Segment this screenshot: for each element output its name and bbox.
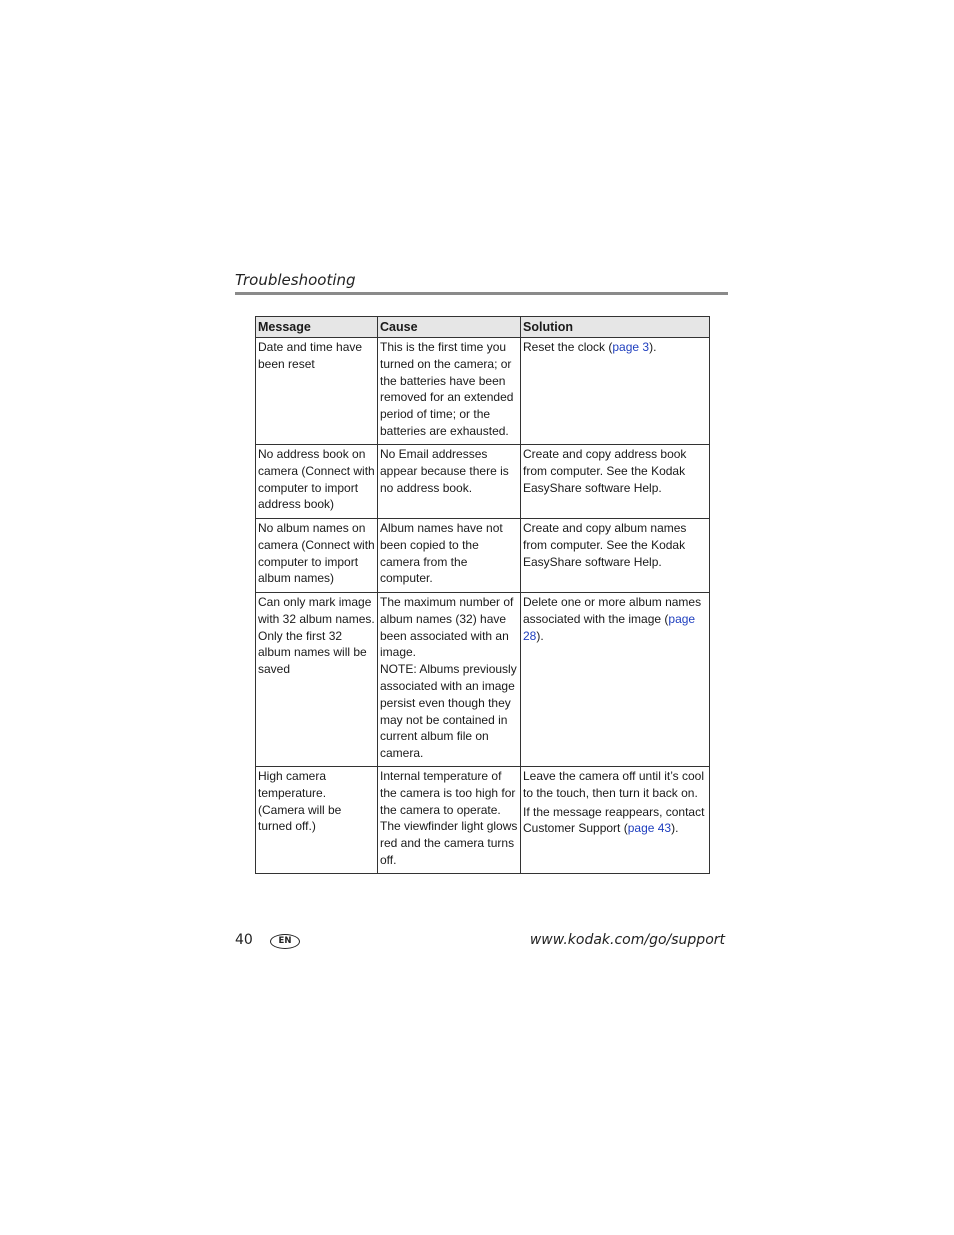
solution-followup-text: If the message reappears, contact Customer Support (	[523, 804, 705, 836]
section-title: Troubleshooting	[235, 271, 356, 289]
support-url[interactable]: www.kodak.com/go/support	[529, 932, 725, 948]
table-header-row	[256, 317, 710, 338]
message-cell: Can only mark image with 32 album names. Only the first 32 album names will be saved	[256, 593, 378, 767]
page-link[interactable]: page 3	[612, 340, 650, 354]
solution-text: Delete one or more album names associated with the image (	[523, 595, 702, 626]
cause-cell	[378, 593, 521, 767]
solution-text-end: ).	[536, 628, 544, 643]
page-link[interactable]: page 43	[627, 821, 672, 836]
language-badge-icon: EN	[270, 934, 300, 949]
message-cell: No address book on camera (Connect with computer to import address book)	[256, 445, 378, 519]
table-row	[256, 593, 710, 767]
solution-text-end: ).	[649, 340, 657, 354]
solution-cell	[521, 767, 710, 874]
section-header	[235, 270, 728, 295]
section-divider	[235, 292, 728, 295]
message-cell: No album names on camera (Connect with computer to import album names)	[256, 519, 378, 593]
page-link[interactable]: page 28	[523, 611, 696, 643]
table-row	[256, 767, 710, 874]
column-header-message: Message	[256, 317, 378, 338]
solution-cell: Create and copy album names from computer. See the Kodak EasyShare software Help.	[521, 519, 710, 593]
troubleshooting-table	[255, 316, 710, 874]
solution-cell: Create and copy address book from computer. See the Kodak EasyShare software Help.	[521, 445, 710, 519]
cause-cell: Album names have not been copied to the camera from the computer.	[378, 519, 521, 593]
table-row	[256, 445, 710, 519]
solution-cell	[521, 593, 710, 767]
solution-cell	[521, 338, 710, 445]
message-cell: Date and time have been reset	[256, 338, 378, 445]
cause-note: NOTE: Albums previously associated with an image persist even though they may not be contained in current album file on camera.	[380, 662, 517, 761]
cause-cell: Internal temperature of the camera is too high for the camera to operate. The viewfinder light glows red and the camera turns off.	[378, 767, 521, 874]
solution-followup-end: ).	[671, 821, 679, 836]
page-footer	[235, 930, 725, 954]
table-row	[256, 338, 710, 445]
table-row	[256, 519, 710, 593]
column-header-cause: Cause	[378, 317, 521, 338]
cause-cell: No Email addresses appear because there is no address book.	[378, 445, 521, 519]
column-header-solution: Solution	[521, 317, 710, 338]
solution-text: Reset the clock (	[523, 340, 613, 354]
solution-followup	[523, 804, 707, 838]
cause-cell: This is the first time you turned on the camera; or the batteries have been removed for an extended period of time; or the batteries are exhausted.	[378, 338, 521, 445]
solution-text: Leave the camera off until it’s cool to the touch, then turn it back on.	[523, 769, 704, 800]
message-cell: High camera temperature. (Camera will be turned off.)	[256, 767, 378, 874]
page-number: 40	[235, 932, 253, 948]
cause-text: The maximum number of album names (32) have been associated with an image.	[380, 595, 514, 660]
